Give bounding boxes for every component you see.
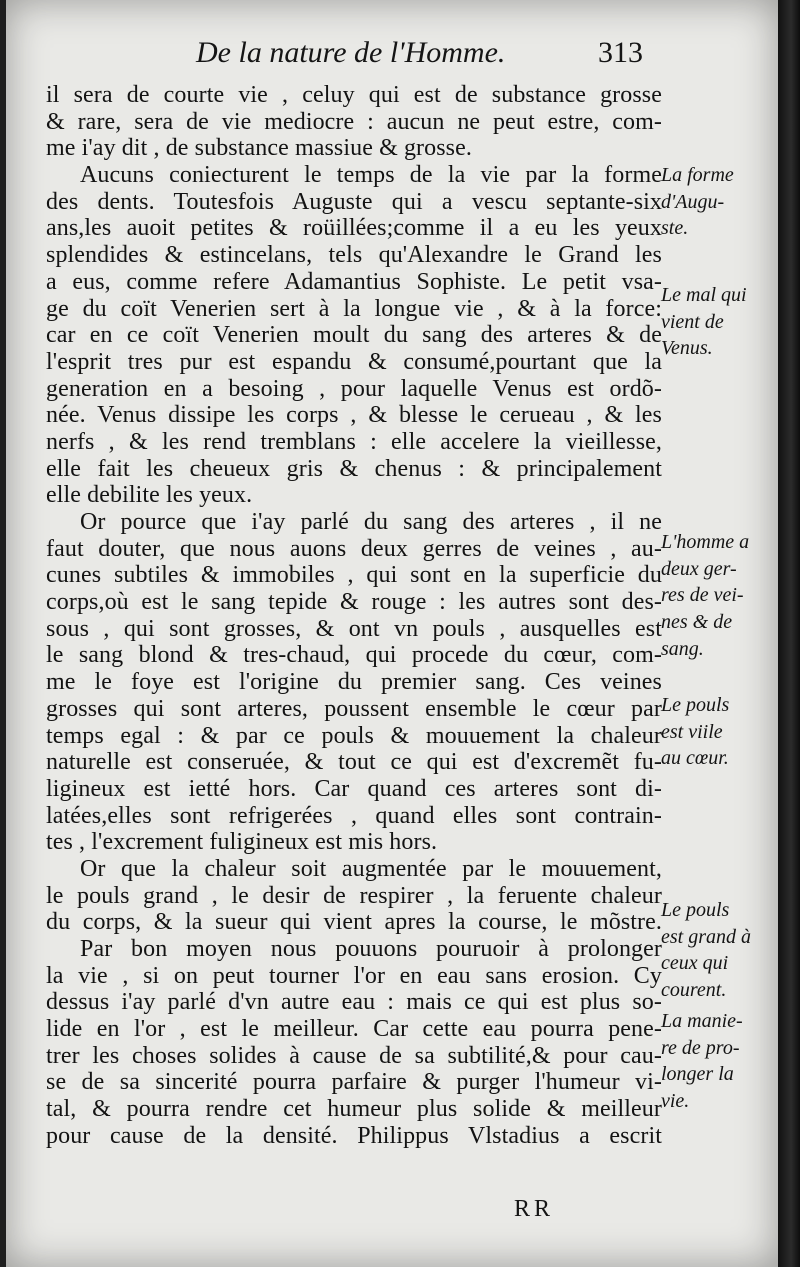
running-title: De la nature de l'Homme.: [196, 36, 506, 69]
text-line: naturelle est conseruée, & tout ce qui est d'excremẽt fu-: [46, 749, 662, 776]
text-line: Or pource que i'ay parlé du sang des arteres , il ne: [80, 509, 662, 535]
sidenote-line: res de vei-: [661, 584, 744, 607]
sidenote-line: Venus.: [661, 337, 713, 360]
text-line: pour cause de la densité. Philippus Vlstadius a escrit: [46, 1122, 662, 1149]
text-line: ligineux est ietté hors. Car quand ces arteres sont di-: [46, 775, 662, 802]
sidenote-line: d'Augu-: [661, 190, 725, 213]
book-page: [6, 0, 778, 1267]
text-line: le sang blond & tres-chaud, qui procede du cœur, com-: [46, 642, 662, 669]
text-line: nerfs , & les rend tremblans : elle accelere la vieillesse,: [46, 428, 662, 455]
text-line: Par bon moyen nous pouuons pouruoir à prolonger: [80, 936, 662, 962]
sidenote-line: nes & de: [661, 611, 733, 634]
sidenote-prolonger: [661, 1008, 783, 1115]
text-line: sous , qui sont grosses, & ont vn pouls , ausquelles est: [46, 615, 662, 642]
sidenote-line: ceux qui: [661, 952, 729, 975]
text-line: latées,elles sont refrigerées , quand elles sont contrain-: [46, 802, 662, 829]
text-line: Or que la chaleur soit augmentée par le mouuement,: [80, 855, 662, 882]
text-line: trer les choses solides à cause de sa subtilité,& pour cau-: [46, 1042, 662, 1069]
text-line: me i'ay dit , de substance massiue & grosse.: [46, 135, 472, 162]
text-line: l'esprit tres pur est espandu & consumé,pourtant que la: [46, 348, 662, 375]
text-line: du corps, & la sueur qui vient apres la course, le mõstre.: [46, 909, 662, 936]
text-line: & rare, sera de vie mediocre : aucun ne peut estre, com-: [46, 108, 662, 135]
text-line: dessus i'ay parlé d'vn autre eau : mais ce qui est plus so-: [46, 989, 662, 1016]
sidenote-pouls-coeur: [661, 692, 783, 772]
text-line: ans,les auoit petites & roüillées;comme il a eu les yeux: [46, 215, 662, 242]
text-line: se de sa sincerité pourra parfaire & purger l'humeur vi-: [46, 1069, 662, 1096]
sidenote-line: Le pouls: [661, 899, 730, 921]
sidenote-line: La manie-: [661, 1010, 743, 1032]
text-line: la vie , si on peut tourner l'or en eau sans erosion. Cy: [46, 962, 662, 989]
text-line: des dents. Toutesfois Auguste qui a vescu septante-six: [46, 188, 662, 215]
sidenote-line: vie.: [661, 1090, 690, 1113]
text-line: a eus, comme refere Adamantius Sophiste. Le petit vsa-: [46, 268, 662, 295]
sidenote-line: au cœur.: [661, 747, 729, 770]
sidenote-pouls-grand: [661, 897, 783, 1004]
sidenote-line: La forme: [661, 164, 734, 186]
sidenote-veines: [661, 529, 783, 662]
sidenote-line: L'homme a: [661, 531, 750, 553]
sidenote-venus: [661, 282, 783, 362]
sidenote-line: courent.: [661, 979, 727, 1002]
sidenote-line: vient de: [661, 310, 724, 333]
text-line: tal, & pourra rendre cet humeur plus solide & meilleur: [46, 1096, 662, 1123]
text-line: née. Venus dissipe les corps , & blesse le cerueau , & les: [46, 402, 662, 429]
text-line: temps egal : & par ce pouls & mouuement la chaleur: [46, 722, 662, 749]
page-gutter-shadow: [778, 0, 800, 1267]
sidenote-line: Le pouls: [661, 694, 730, 716]
text-line: splendides & estincelans, tels qu'Alexandre le Grand les: [46, 242, 662, 269]
sidenote-line: ste.: [661, 217, 689, 240]
body-text: [46, 82, 662, 1150]
signature-mark: RR: [514, 1196, 555, 1222]
sidenote-line: Le mal qui: [661, 284, 747, 306]
text-line: elle debilite les yeux.: [46, 482, 253, 509]
text-line: car en ce coït Venerien moult du sang des arteres & de: [46, 322, 662, 349]
text-line: faut douter, que nous auons deux gerres de veines , au-: [46, 535, 662, 562]
sidenote-line: sang.: [661, 637, 704, 660]
running-header: [196, 36, 656, 76]
text-line: cunes subtiles & immobiles , qui sont en la superficie du: [46, 562, 662, 589]
text-line: le pouls grand , le desir de respirer , la feruente chaleur: [46, 882, 662, 909]
sidenote-line: est grand à: [661, 925, 751, 948]
text-line: tes , l'excrement fuligineux est mis hors.: [46, 829, 438, 856]
sidenote-forme: [661, 162, 783, 242]
sidenote-line: deux ger-: [661, 557, 737, 580]
text-line: grosses qui sont arteres, poussent ensemble le cœur par: [46, 695, 662, 722]
text-line: generation en a besoing , pour laquelle Venus est ordõ-: [46, 375, 662, 402]
text-line: lide en l'or , est le meilleur. Car cette eau pourra pene-: [46, 1016, 662, 1043]
text-line: il sera de courte vie , celuy qui est de substance grosse: [46, 82, 662, 108]
sidenote-line: re de pro-: [661, 1036, 740, 1059]
sidenote-line: est viile: [661, 720, 723, 743]
text-line: me le foye est l'origine du premier sang. Ces veines: [46, 669, 662, 696]
text-line: corps,où est le sang tepide & rouge : les autres sont des-: [46, 589, 662, 616]
page-number: 313: [598, 36, 643, 69]
sidenote-line: longer la: [661, 1063, 734, 1086]
text-line: elle fait les cheueux gris & chenus : & principalement: [46, 455, 662, 482]
text-line: Aucuns coniecturent le temps de la vie par la forme: [80, 162, 662, 189]
text-line: ge du coït Venerien sert à la longue vie , & à la force:: [46, 295, 662, 322]
